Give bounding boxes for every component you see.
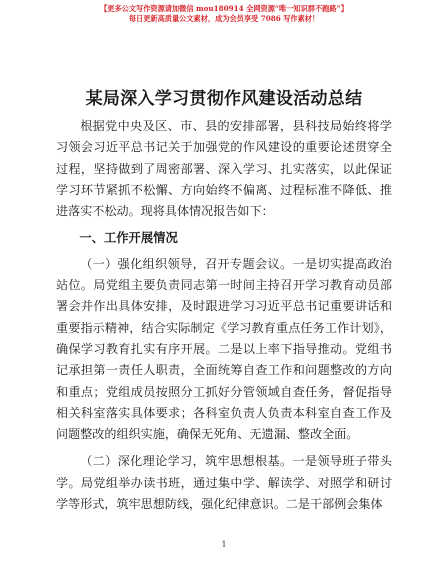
paragraph-organization: （一）强化组织领导，召开专题会议。一是切实提高政治站位。局党组主要负责同志第一时间主持召开学习教育动员部署会并作出具体安排，及时跟进学习习近平总书记重要讲话和重要指示精神，结合实际制定《学习教育重点任务工作计划》，确保学习教育扎实有序开展。二是以上率下指导推动。党组书记承担第一责任人职责，全面统筹自查工作和问题整改的方向和重点；党组成员按照分工抓好分管领域自查任务，督促指导相关科室落实具体要求；各科室负责人负责本科室自查工作及问题整改的组织实施，确保无死角、无遗漏、整改全面。 [56,256,392,442]
promo-banner-line-2: 每日更新高质量公文素材，成为会员享受 7086 写作素材！ [128,14,320,23]
promo-banner-line-1: 【更多公文写作资源请加微信 mou180914 全网资源“唯一知识群不跑路”】 [100,4,348,13]
promo-banner [0,4,448,24]
document-title: 某局深入学习贯彻作风建设活动总结 [85,89,363,109]
intro-paragraph: 根据党中央及区、市、县的安排部署，县科技局始终将学习领会习近平总书记关于加强党的作风建设的重要论述贯穿全过程，坚持做到了周密部署、深入学习、扎实落实，以此保证学习环节紧抓不松懈、方向始终不偏离、过程标准不降低、推进落实不松动。现将具体情况报告如下： [56,119,392,219]
paragraph-theory-study: （二）深化理论学习，筑牢思想根基。一是领导班子带头学。局党组举办读书班，通过集中学、解读学、对照学和研讨学等形式，筑牢思想防线，强化纪律意识。二是干部例会集体 [56,454,392,512]
document-body [56,116,392,515]
section-heading-1: 一、工作开展情况 [79,231,178,246]
page-number: 1 [221,540,227,549]
